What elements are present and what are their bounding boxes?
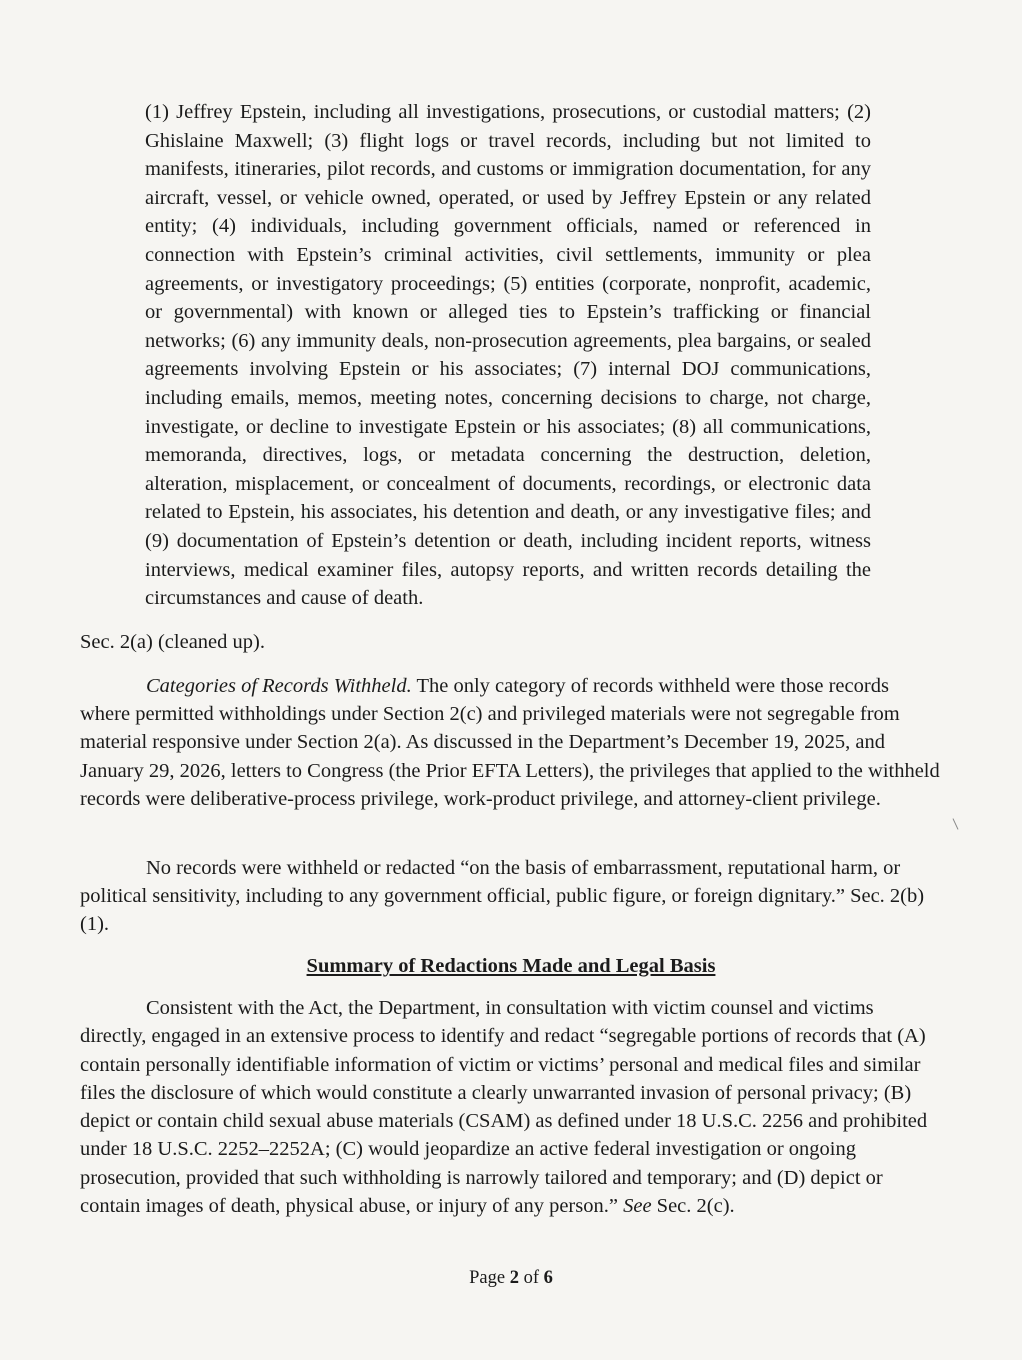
categories-text: The only category of records withheld were those records where permitted withholdings under Section 2(c) and privileged materials were not segregable from material responsive under Section 2(a). As discussed in the Department’s December 19, 2025, and January 29, 2026, letters to Congress (the Prior EFTA Letters), the privileges that applied to the withheld records were deliberative-process privilege, work-product privilege, and attorney-client privilege.	[80, 675, 940, 810]
page-label: Page	[469, 1268, 506, 1288]
page-number: 2	[509, 1268, 519, 1288]
section-heading: Summary of Redactions Made and Legal Basis	[306, 955, 716, 977]
scan-mark	[953, 818, 959, 829]
block-quote: (1) Jeffrey Epstein, including all investigations, prosecutions, or custodial matters; (2) Ghislaine Maxwell; (3) flight logs or travel records, including but not limited to manifests, itineraries, pilot records, and customs or immigration documentation, for any aircraft, vessel, or vehicle owned, operated, or used by Jeffrey Epstein or any related entity; (4) individuals, including government officials, named or referenced in connection with Epstein’s criminal activities, civil settlements, immunity or plea agreements, or investigatory proceedings; (5) entities (corporate, nonprofit, academic, or governmental) with known or alleged ties to Epstein’s trafficking or financial networks; (6) any immunity deals, non-prosecution agreements, plea bargains, or sealed agreements involving Epstein or his associates; (7) internal DOJ communications, including emails, memos, meeting notes, concerning decisions to charge, not charge, investigate, or decline to investigate Epstein or his associates; (8) all communications, memoranda, directives, logs, or metadata concerning the destruction, deletion, alteration, misplacement, or concealment of documents, recordings, or electronic data related to Epstein, his associates, his detention and death, or any investigative files; and (9) documentation of Epstein’s detention or death, including incident reports, witness interviews, medical examiner files, autopsy reports, and written records detailing the circumstances and cause of death.	[145, 101, 871, 610]
page-total: 6	[543, 1268, 553, 1288]
of-label: of	[523, 1268, 539, 1288]
see-signal: See	[623, 1195, 652, 1218]
consistent-paragraph	[80, 994, 942, 1220]
consistent-text: Consistent with the Act, the Department, in consultation with victim counsel and victims directly, engaged in an extensive process to identify and redact “segregable portions of records that (A) contain personally identifiable information of victim or victims’ personal and medical files and similar files the disclosure of which would constitute a clearly unwarranted invasion of personal privacy; (B) depict or contain child sexual abuse materials (CSAM) as defined under 18 U.S.C. 2256 and prohibited under 18 U.S.C. 2252–2252A; (C) would jeopardize an active federal investigation or ongoing prosecution, provided that such withholding is narrowly tailored and temporary; and (D) depict or contain images of death, physical abuse, or injury of any person.”	[80, 997, 928, 1218]
consistent-cite: Sec. 2(c).	[651, 1195, 735, 1218]
no-records-text: No records were withheld or redacted “on the basis of embarrassment, reputational harm, or political sensitivity, including to any government official, public figure, or foreign dignitary.” Sec. 2(b)(1).	[80, 857, 925, 936]
categories-label: Categories of Records Withheld.	[146, 675, 412, 697]
quote-citation: Sec. 2(a) (cleaned up).	[80, 631, 265, 653]
categories-paragraph	[80, 672, 942, 813]
no-records-paragraph	[80, 854, 942, 939]
page-footer	[0, 1266, 1022, 1290]
